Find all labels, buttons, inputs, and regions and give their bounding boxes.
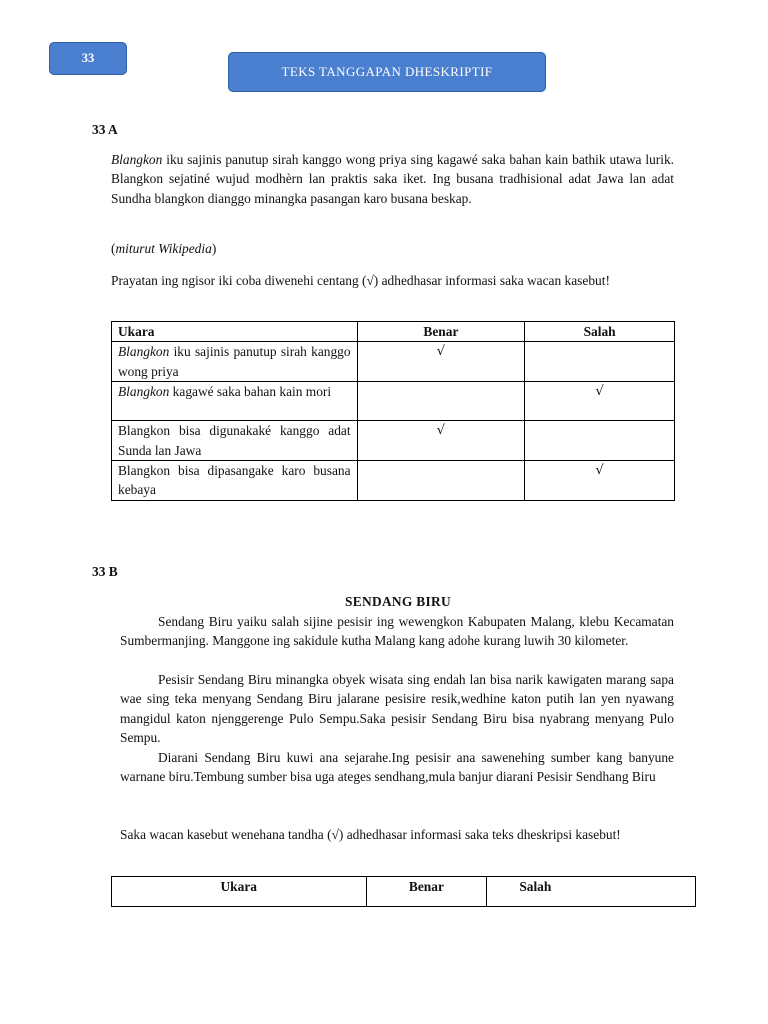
header-ukara: Ukara bbox=[112, 877, 367, 907]
story-paragraph-2: Pesisir Sendang Biru minangka obyek wisata sing endah lan bisa narik kawigaten marang sapa wae sing teka menyang Sendang Biru jalarane pesisire resik,wedhine katon putih lan yen nyawang mangidul katon njenggerenge Pulo Sempu.Saka pesisir Sendang Biru bisa nyabrang menyang Pulo Sempu. bbox=[120, 672, 674, 746]
source-note bbox=[111, 239, 674, 258]
salah-cell[interactable]: √ bbox=[525, 461, 675, 501]
passage-term: Blangkon bbox=[111, 152, 163, 167]
source-open: ( bbox=[111, 241, 116, 256]
table-header-row bbox=[112, 322, 675, 342]
source-italic: miturut Wikipedia bbox=[115, 241, 212, 256]
salah-cell[interactable]: √ bbox=[525, 382, 675, 421]
table-row bbox=[112, 461, 675, 501]
section-b-table bbox=[111, 876, 696, 907]
story-paragraph-3: Diarani Sendang Biru kuwi ana sejarahe.Ing pesisir ana saweneh​ing sumber kang banyune warnane biru.Tembung sumber bisa uga ateges sendhang,mula banjur diarani Pesisir Sendhang Biru bbox=[120, 750, 674, 785]
page-number: 33 bbox=[81, 50, 95, 65]
header-benar: Benar bbox=[357, 322, 525, 342]
statement-text: Blangkon bisa digunakaké kanggo adat Sunda lan Jawa bbox=[118, 423, 351, 458]
salah-cell[interactable] bbox=[525, 421, 675, 461]
section-a-label: 33 A bbox=[92, 122, 118, 137]
row-statement bbox=[112, 382, 358, 421]
salah-cell[interactable] bbox=[525, 342, 675, 382]
table-header-row bbox=[112, 877, 696, 907]
section-b-instruction: Saka wacan kasebut wenehana tandha (√) adhedhasar informasi saka teks dheskripsi kasebut! bbox=[120, 827, 621, 842]
section-a-instruction: Prayatan ing ngisor iki coba diwenehi centang (√) adhedhasar informasi saka wacan kasebut! bbox=[111, 273, 610, 288]
passage-text: iku sajinis panutup sirah kanggo wong priya sing kagawé saka bahan kain bathik utawa lurik. Blangkon sejatiné wujud modhèrn lan praktis saka iket. Ing busana tradhisional adat Jawa lan adat Sundha blangkon dianggo minangka pasangan karo busana beskap. bbox=[111, 152, 674, 206]
statement-text: Blangkon bisa dipasangake karo busana kebaya bbox=[118, 463, 351, 498]
story-title: SENDANG BIRU bbox=[345, 594, 451, 609]
table-row bbox=[112, 342, 675, 382]
section-b-label: 33 B bbox=[92, 564, 118, 579]
benar-cell[interactable] bbox=[357, 382, 525, 421]
story-paragraph-1: Sendang Biru yaiku salah sijine pesisir ing wewengkon Kabupaten Malang, klebu Kecamatan Sumbermanjing. Manggone ing sakidule kutha Malang kang adohe kurang luwih 30 kilometer. bbox=[120, 614, 674, 649]
benar-cell[interactable]: √ bbox=[357, 342, 525, 382]
row-statement bbox=[112, 421, 358, 461]
page-number-badge bbox=[49, 42, 127, 75]
title-banner bbox=[228, 52, 546, 92]
header-benar: Benar bbox=[366, 877, 487, 907]
source-close: ) bbox=[211, 241, 217, 256]
row-statement bbox=[112, 342, 358, 382]
section-a-passage bbox=[111, 150, 674, 208]
header-ukara: Ukara bbox=[112, 322, 358, 342]
table-row bbox=[112, 382, 675, 421]
header-salah: Salah bbox=[525, 322, 675, 342]
statement-text: kagawé saka bahan kain mori bbox=[169, 384, 332, 400]
benar-cell[interactable]: √ bbox=[357, 421, 525, 461]
row-statement bbox=[112, 461, 358, 501]
statement-italic: Blangkon bbox=[118, 344, 170, 360]
section-a-table bbox=[111, 321, 675, 501]
table-row bbox=[112, 421, 675, 461]
statement-text: iku sajinis panutup sirah kanggo wong priya bbox=[118, 344, 351, 379]
benar-cell[interactable] bbox=[357, 461, 525, 501]
header-salah: Salah bbox=[487, 877, 696, 907]
page-title: TEKS TANGGAPAN DHESKRIPTIF bbox=[281, 64, 493, 80]
statement-italic: Blangkon bbox=[118, 384, 170, 400]
